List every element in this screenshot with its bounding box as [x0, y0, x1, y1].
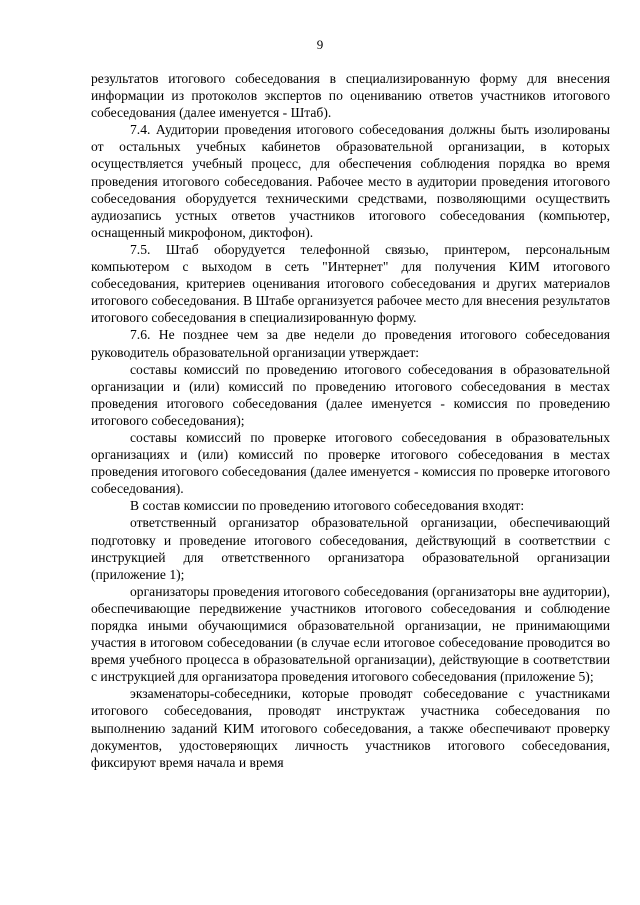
paragraph-conduct-commissions: составы комиссий по проведению итогового собеседования в образовательной организации и (или) комиссий по проведению итогового собеседования в местах проведения итогового собеседования (далее именуется - комиссия по проведению итогового собеседования); [91, 361, 610, 428]
document-body [91, 70, 610, 771]
paragraph-7-6: 7.6. Не позднее чем за две недели до проведения итогового собеседования руководитель образовательной организации утверждает: [91, 327, 610, 360]
paragraph-7-5: 7.5. Штаб оборудуется телефонной связью, принтером, персональным компьютером с выходом в сеть "Интернет" для получения КИМ итогового собеседования, критериев оценивания итогового собеседования и других материалов итогового собеседования. В Штабе организуется рабочее место для внесения результатов итогового собеседования в специализированную форму. [91, 241, 610, 326]
paragraph-continuation: результатов итогового собеседования в специализированную форму для внесения информации из протоколов экспертов по оцениванию ответов участников итогового собеседования (далее именуется - Штаб). [91, 71, 610, 121]
paragraph-commission-members-intro: В состав комиссии по проведению итогового собеседования входят: [130, 498, 525, 514]
paragraph-responsible-organizer: ответственный организатор образовательной организации, обеспечивающий подготовку и проведение итогового собеседования, действующий в соответствии с инструкцией для ответственного организатора образовательной организации (приложение 1); [91, 515, 610, 582]
page-number: 9 [316, 37, 324, 52]
paragraph-check-commissions: составы комиссий по проверке итогового собеседования в образовательных организациях и (или) комиссий по проверке итогового собеседования в местах проведения итогового собеседования (далее именуется - комиссия по проверке итогового собеседования). [91, 429, 610, 497]
paragraph-examiners: экзаменаторы-собеседники, которые проводят собеседование с участниками итогового собеседования, проводят инструктаж участника собеседования по выполнению заданий КИМ итогового собеседования, а также обеспечивают проверку документов, удостоверяющих личность участников итогового собеседования, фиксируют время начала и время [91, 686, 610, 770]
paragraph-organizers: организаторы проведения итогового собеседования (организаторы вне аудитории), обеспечивающие передвижение участников итогового собеседования и соблюдение порядка иными обучающимися образовательной организации, не принимающими участия в итоговом собеседовании (в случае если итоговое собеседование проводится во время учебного процесса в образовательной организации), действующие в соответствии с инструкцией для организатора проведения итогового собеседования (приложение 5); [91, 583, 610, 685]
paragraph-7-4: 7.4. Аудитории проведения итогового собеседования должны быть изолированы от остальных учебных кабинетов образовательной организации, в которых осуществляется учебный процесс, для обеспечения соблюдения порядка во время проведения итогового собеседования. Рабочее место в аудитории проведения итогового собеседования оборудуется техническими средствами, позволяющими осуществить аудиозапись устных ответов участников итогового собеседования (компьютер, оснащенный микрофоном, диктофон). [91, 122, 610, 240]
